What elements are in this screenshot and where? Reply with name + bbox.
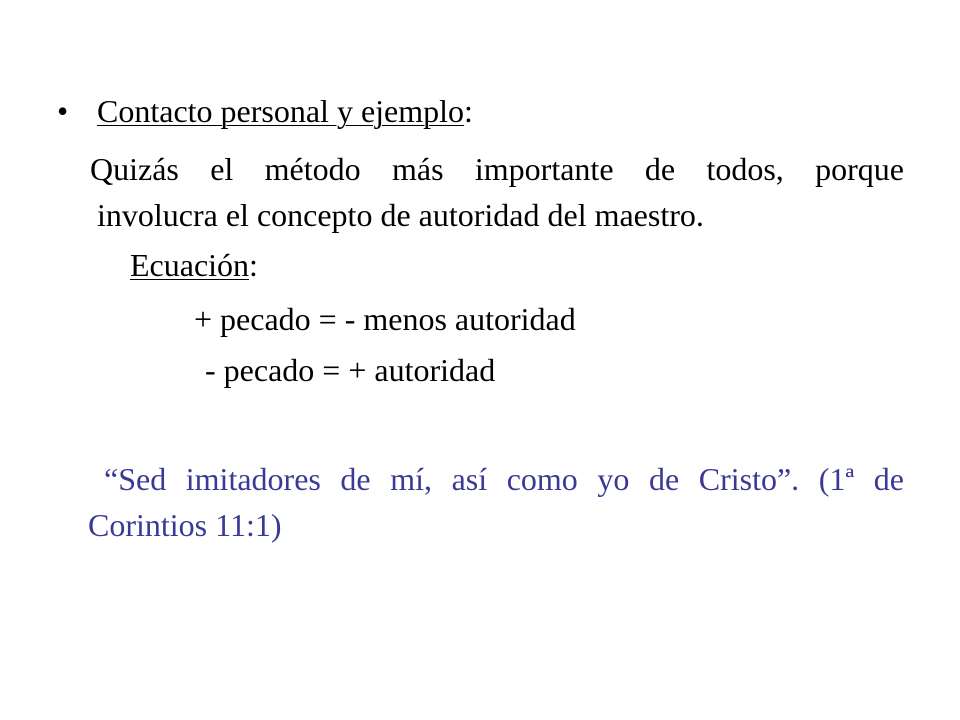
equation-label-colon: : (249, 247, 258, 283)
quote-line-2: Corintios 11:1) (88, 507, 282, 543)
equation-label-text: Ecuación (130, 247, 250, 283)
paragraph-line-2: involucra el concepto de autoridad del maestro. (97, 197, 704, 233)
bullet-heading (97, 92, 473, 130)
equation-line-1: + pecado = - menos autoridad (194, 301, 576, 337)
bible-quote (86, 456, 904, 548)
heading-colon: : (464, 93, 473, 129)
bullet-marker: • (57, 93, 69, 129)
paragraph-line-1: Quizás el método más importante de todos, porque (90, 151, 904, 187)
equation-label (130, 246, 258, 284)
equation-line-2: - pecado = + autoridad (205, 352, 496, 388)
quote-line-1: “Sed imitadores de mí, así como yo de Cristo”. (1ª de (104, 461, 904, 497)
heading-text: Contacto personal y ejemplo (97, 93, 465, 129)
body-paragraph (90, 146, 904, 238)
